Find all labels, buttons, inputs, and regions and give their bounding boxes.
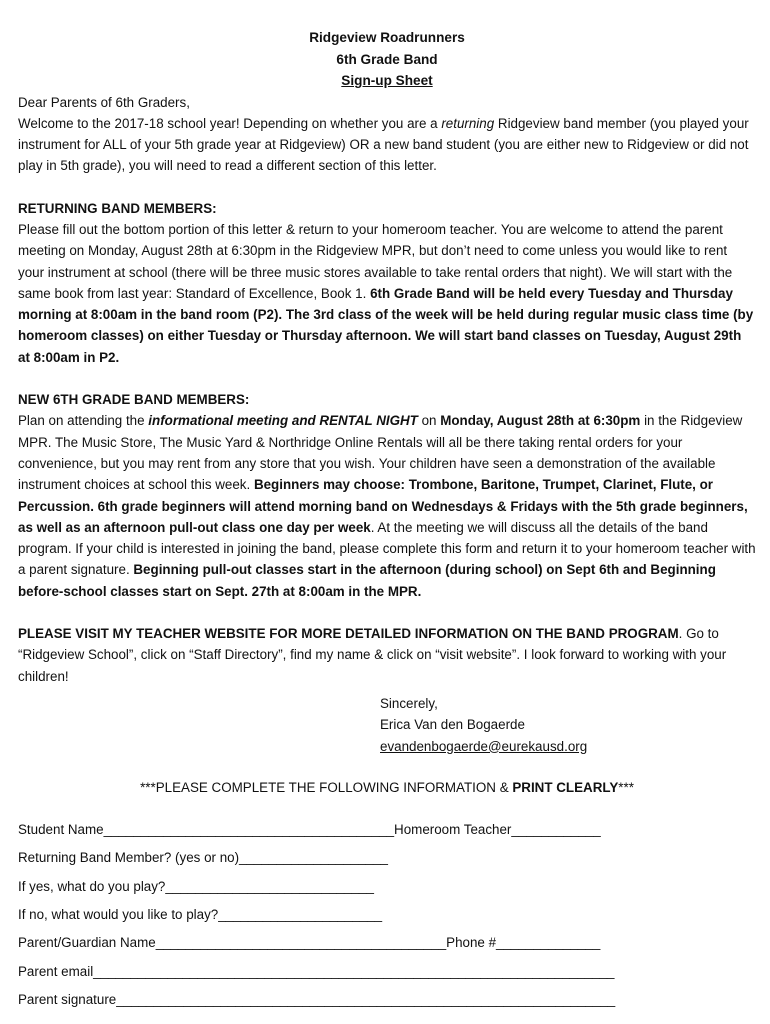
greeting: Dear Parents of 6th Graders, xyxy=(18,94,190,110)
returning-heading: RETURNING BAND MEMBERS: xyxy=(18,200,217,216)
website-paragraph: PLEASE VISIT MY TEACHER WEBSITE FOR MORE DETAILED INFORMATION ON THE BAND PROGRAM. Go to “Ridgeview School”, click on “Staff Directory”, find my name & click on “visit website”. I look forward to working with your children! xyxy=(18,626,727,684)
signer-name: Erica Van den Bogaerde xyxy=(380,717,525,733)
signature-block xyxy=(380,693,756,757)
form-instructions: ***PLEASE COMPLETE THE FOLLOWING INFORMATION & PRINT CLEARLY*** xyxy=(140,779,634,795)
returning-schedule: 6th Grade Band will be held every Tuesday and Thursday morning at 8:00am in the band room (P2). The 3rd class of the week will be held during regular music class time (by homeroom classes) on either Tuesday or Thursday afternoon. We will start band classes on Tuesday, August 29th at 8:00am in P2. xyxy=(18,285,754,365)
document-title xyxy=(18,27,756,92)
returning-emphasis: returning xyxy=(441,115,495,131)
meeting-date: Monday, August 28th at 6:30pm xyxy=(440,413,641,429)
new-members-paragraph: Plan on attending the informational meeting and RENTAL NIGHT on Monday, August 28th at 6:30pm in the Ridgeview MPR. The Music Store, The Music Yard & Northridge Online Rentals will all be there taking rental orders for your convenience, but you may rent from any store that you wish. Your children have seen a demonstration of the available instrument choices at school this week. Beginners may choose: Trombone, Baritone, Trumpet, Clarinet, Flute, or Percussion. 6th grade beginners will attend morning band on Wednesdays & Fridays with the 5th grade beginners, as well as an afternoon pull-out class one day per week. At the meeting we will discuss all the details of the band program. If your child is interested in joining the band, please complete this form and return it to your homeroom teacher with a parent signature. Beginning pull-out classes start in the afternoon (during school) on Sept 6th and Beginning before-school classes start on Sept. 27th at 8:00am in the MPR. xyxy=(18,413,756,599)
rental-night-emphasis: informational meeting and RENTAL NIGHT xyxy=(148,413,418,429)
parent-email-line[interactable]: Parent email______________________________________________________________________ xyxy=(18,963,615,979)
email-link[interactable]: evandenbogaerde@eurekausd.org xyxy=(380,738,588,754)
returning-member-line[interactable]: Returning Band Member? (yes or no)____________________ xyxy=(18,850,388,866)
closing: Sincerely, xyxy=(380,695,438,711)
website-notice: PLEASE VISIT MY TEACHER WEBSITE FOR MORE DETAILED INFORMATION ON THE BAND PROGRAM xyxy=(18,626,679,642)
group-name: 6th Grade Band xyxy=(336,51,438,67)
beginner-choices: Beginners may choose: Trombone, Baritone, Trumpet, Clarinet, Flute, or Percussion. 6th grade beginners will attend morning band on Wednesdays & Fridays with the 5th grade beginners, as well as an afternoon pull-out class one day per week xyxy=(18,477,748,535)
intro-paragraph: Welcome to the 2017-18 school year! Depending on whether you are a returning Ridgeview band member (you played your instrument for ALL of your 5th grade year at Ridgeview) OR a new band student (you are either new to Ridgeview or did not play in 5th grade), you will need to read a different section of this letter. xyxy=(18,115,749,174)
parent-signature-line[interactable]: Parent signature___________________________________________________________________ xyxy=(18,991,616,1007)
returning-paragraph: Please fill out the bottom portion of this letter & return to your homeroom teacher. You are welcome to attend the parent meeting on Monday, August 28th at 6:30pm in the Ridgeview MPR, but don’t need to come unless you would like to rent your instrument at school (there will be three music stores available to take rental orders that night). We will start with the same book from last year: Standard of Excellence, Book 1. 6th Grade Band will be held every Tuesday and Thursday morning at 8:00am in the band room (P2). The 3rd class of the week will be held during regular music class time (by homeroom classes) on either Tuesday or Thursday afternoon. We will start band classes on Tuesday, August 29th at 8:00am in P2. xyxy=(18,221,754,365)
parent-name-line[interactable]: Parent/Guardian Name_______________________________________Phone #______________ xyxy=(18,935,601,951)
doc-type: Sign-up Sheet xyxy=(341,73,433,88)
if-no-line[interactable]: If no, what would you like to play?______________________ xyxy=(18,907,383,922)
signup-form xyxy=(18,819,756,1010)
student-name-line[interactable]: Student Name_______________________________________Homeroom Teacher____________ xyxy=(18,822,601,838)
school-name: Ridgeview Roadrunners xyxy=(309,30,465,45)
class-start-dates: Beginning pull-out classes start in the afternoon (during school) on Sept 6th and Beginning before-school classes start on Sept. 27th at 8:00am in the MPR. xyxy=(18,562,716,599)
new-members-heading: NEW 6TH GRADE BAND MEMBERS: xyxy=(18,392,250,408)
if-yes-line[interactable]: If yes, what do you play?____________________________ xyxy=(18,878,374,894)
